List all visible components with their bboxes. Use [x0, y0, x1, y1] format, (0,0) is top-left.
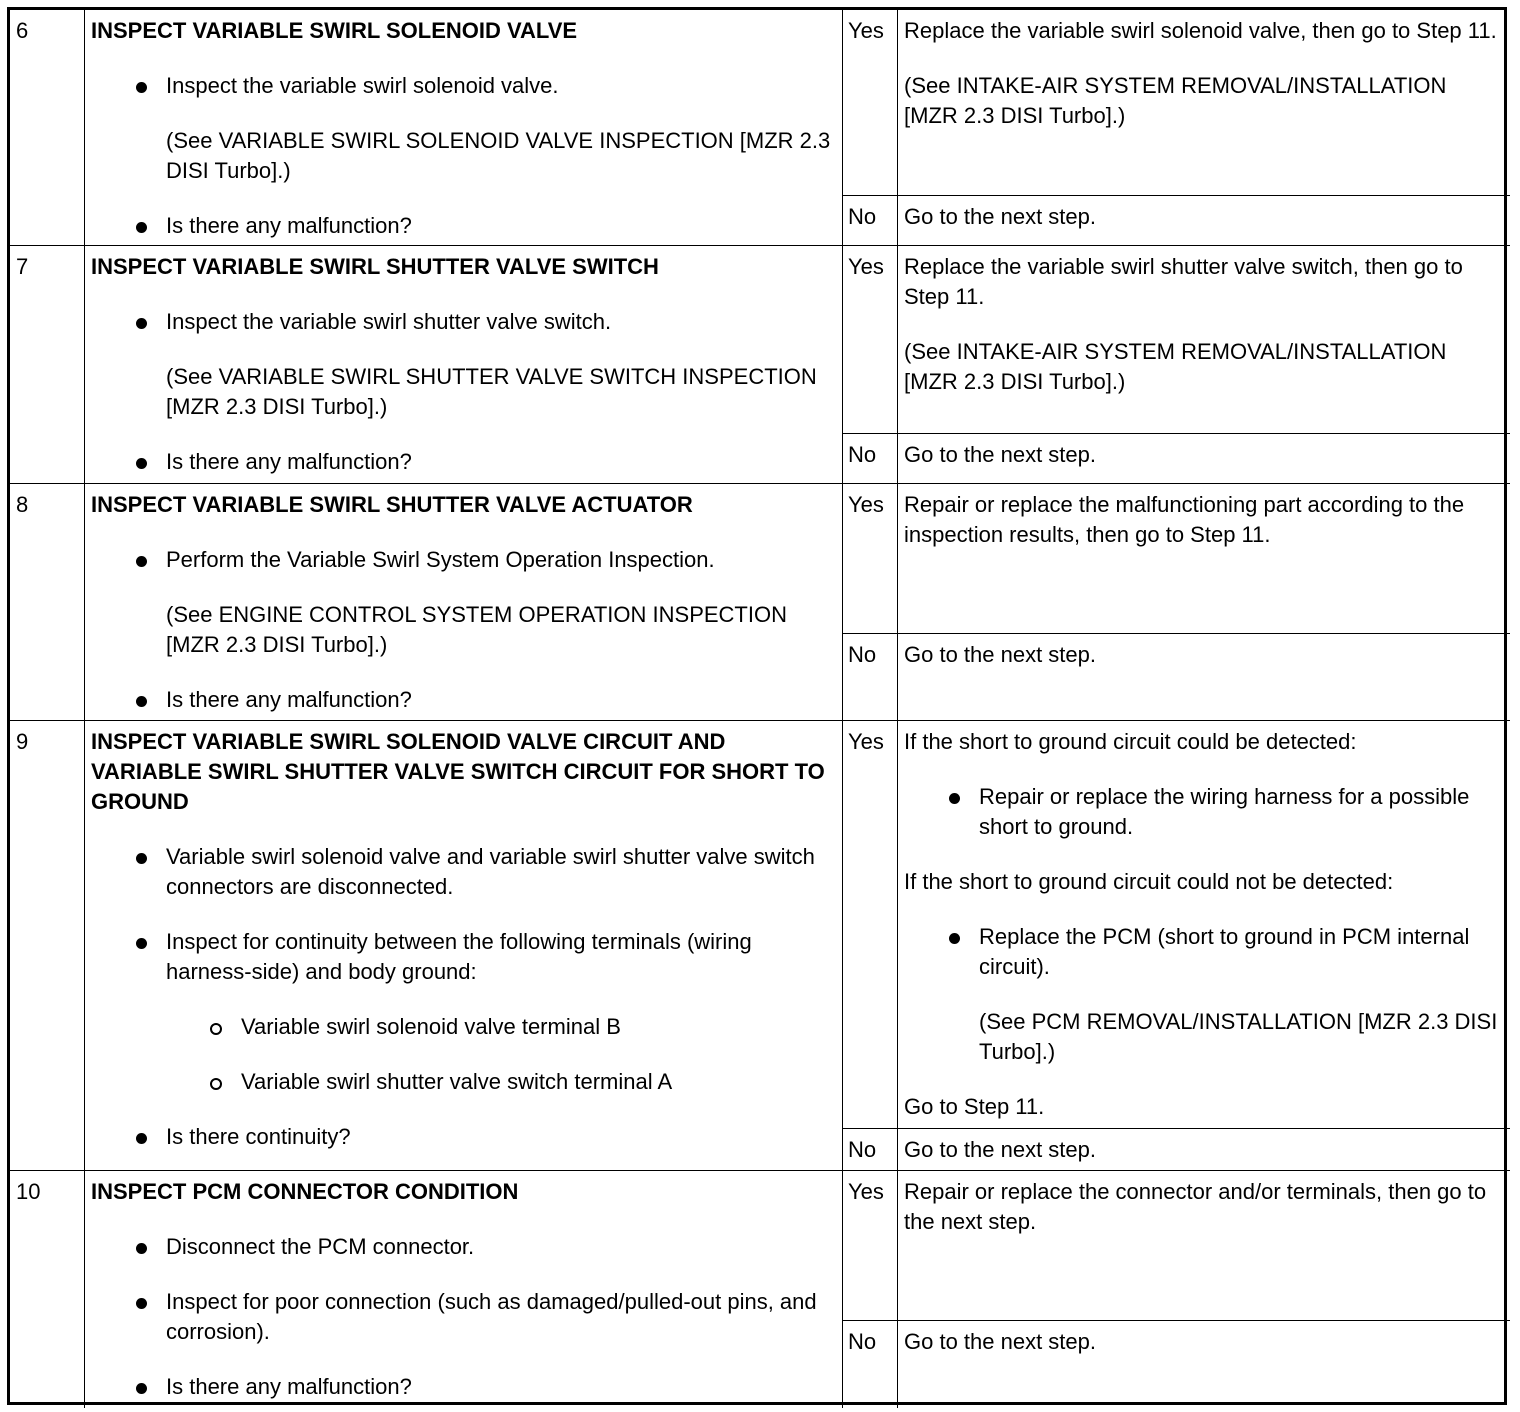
- step-action: [85, 1171, 843, 1408]
- step-action: [85, 246, 843, 484]
- bullet-item: Is there any malfunction?: [91, 1372, 836, 1402]
- sub-bullet-item: Variable swirl shutter valve switch terminal A: [91, 1067, 836, 1097]
- result-text: If the short to ground circuit could not be detected:: [904, 869, 1394, 894]
- result-text: Replace the variable swirl shutter valve switch, then go to Step 11.: [904, 254, 1463, 309]
- bullet-item: Is there continuity?: [91, 1122, 836, 1152]
- bullet-item: Is there any malfunction?: [91, 685, 836, 715]
- yes-result: Repair or replace the connector and/or terminals, then go to the next step.: [898, 1171, 1510, 1321]
- no-label: No: [843, 1321, 898, 1408]
- yes-result: [898, 10, 1510, 196]
- step-number: 7: [10, 246, 85, 484]
- reference-link[interactable]: (See PCM REMOVAL/INSTALLATION [MZR 2.3 DISI Turbo].): [979, 1009, 1498, 1064]
- bullet-item: Repair or replace the wiring harness for a possible short to ground.: [904, 782, 1504, 842]
- bullet-item: Variable swirl solenoid valve and variable swirl shutter valve switch connectors are disconnected.: [91, 842, 836, 902]
- no-label: No: [843, 1129, 898, 1171]
- step-title: INSPECT VARIABLE SWIRL SOLENOID VALVE: [91, 18, 578, 43]
- step-title: INSPECT VARIABLE SWIRL SOLENOID VALVE CIRCUIT AND VARIABLE SWIRL SHUTTER VALVE SWITCH CIRCUIT FOR SHORT TO GROUND: [91, 729, 825, 814]
- no-result: Go to the next step.: [898, 434, 1510, 484]
- diagnostic-procedure-table: [7, 7, 1507, 1405]
- no-result: Go to the next step.: [898, 1129, 1510, 1171]
- bullet-item: Disconnect the PCM connector.: [91, 1232, 836, 1262]
- step-title: INSPECT VARIABLE SWIRL SHUTTER VALVE ACTUATOR: [91, 492, 693, 517]
- bullet-item: Inspect for poor connection (such as damaged/pulled-out pins, and corrosion).: [91, 1287, 836, 1347]
- yes-result: Repair or replace the malfunctioning part according to the inspection results, then go to Step 11.: [898, 484, 1510, 634]
- yes-label: Yes: [843, 246, 898, 434]
- no-label: No: [843, 196, 898, 246]
- no-label: No: [843, 634, 898, 721]
- bullet-item: Perform the Variable Swirl System Operation Inspection.: [91, 545, 836, 575]
- yes-label: Yes: [843, 10, 898, 196]
- no-result: Go to the next step.: [898, 634, 1510, 721]
- yes-label: Yes: [843, 1171, 898, 1321]
- bullet-item: Is there any malfunction?: [91, 211, 836, 241]
- bullet-item: Replace the PCM (short to ground in PCM internal circuit).: [904, 922, 1504, 982]
- step-number: 8: [10, 484, 85, 721]
- step-action: [85, 484, 843, 721]
- step-action: [85, 721, 843, 1171]
- sub-bullet-item: Variable swirl solenoid valve terminal B: [91, 1012, 836, 1042]
- bullet-item: Inspect the variable swirl shutter valve switch.: [91, 307, 836, 337]
- yes-result: [898, 246, 1510, 434]
- no-result: Go to the next step.: [904, 1329, 1097, 1354]
- reference-link[interactable]: (See VARIABLE SWIRL SHUTTER VALVE SWITCH INSPECTION [MZR 2.3 DISI Turbo].): [166, 364, 817, 419]
- reference-link[interactable]: (See ENGINE CONTROL SYSTEM OPERATION INSPECTION [MZR 2.3 DISI Turbo].): [166, 602, 787, 657]
- result-text: Go to Step 11.: [904, 1094, 1045, 1119]
- bullet-item: Is there any malfunction?: [91, 447, 836, 477]
- reference-link[interactable]: (See VARIABLE SWIRL SOLENOID VALVE INSPECTION [MZR 2.3 DISI Turbo].): [166, 128, 831, 183]
- bullet-item: Inspect for continuity between the following terminals (wiring harness-side) and body ground:: [91, 927, 836, 987]
- step-title: INSPECT VARIABLE SWIRL SHUTTER VALVE SWITCH: [91, 254, 659, 279]
- bullet-item: Inspect the variable swirl solenoid valve.: [91, 71, 836, 101]
- yes-label: Yes: [843, 721, 898, 1129]
- yes-result: [898, 721, 1510, 1129]
- reference-link[interactable]: (See INTAKE-AIR SYSTEM REMOVAL/INSTALLATION [MZR 2.3 DISI Turbo].): [904, 73, 1447, 128]
- step-number: 10: [10, 1171, 85, 1408]
- step-number: 6: [10, 10, 85, 246]
- reference-link[interactable]: (See INTAKE-AIR SYSTEM REMOVAL/INSTALLATION [MZR 2.3 DISI Turbo].): [904, 339, 1447, 394]
- step-action: [85, 10, 843, 246]
- result-text: Replace the variable swirl solenoid valve, then go to Step 11.: [904, 18, 1497, 43]
- result-text: If the short to ground circuit could be detected:: [904, 729, 1357, 754]
- step-number: 9: [10, 721, 85, 1171]
- yes-label: Yes: [843, 484, 898, 634]
- no-result: Go to the next step.: [898, 196, 1510, 246]
- no-label: No: [843, 434, 898, 484]
- step-title: INSPECT PCM CONNECTOR CONDITION: [91, 1179, 519, 1204]
